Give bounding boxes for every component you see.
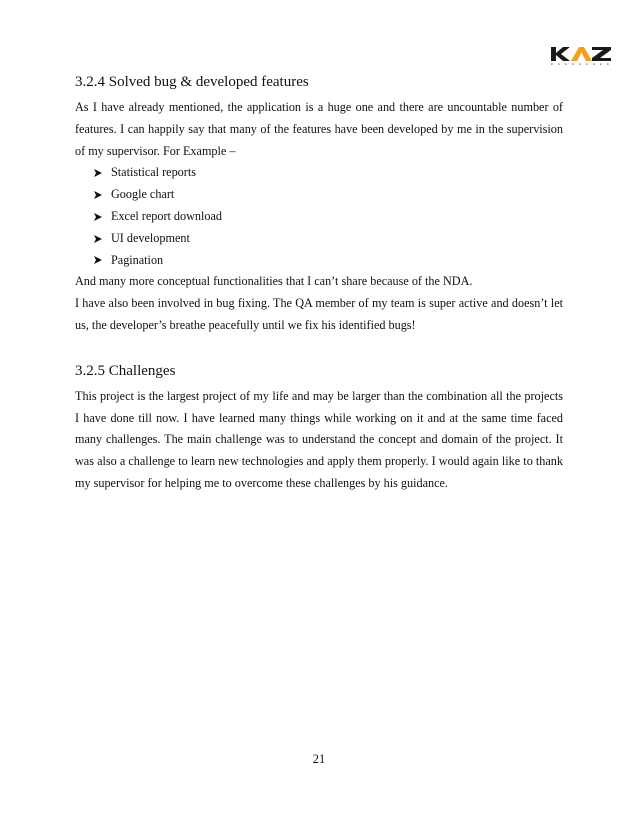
list-item [93,162,563,184]
arrow-bullet-icon [93,190,103,200]
features-list [75,162,563,271]
list-item-label: Google chart [111,187,175,202]
list-item-label: UI development [111,230,190,245]
list-item [93,228,563,250]
section-3-2-4-bugfix-paragraph: I have also been involved in bug fixing. The QA member of my team is super active and doesn’t let us, the developer’s breathe peacefully until we fix his identified bugs! [75,296,563,332]
page-number: 21 [312,752,326,766]
section-3-2-4-intro: As I have already mentioned, the application is a huge one and there are uncountable number of features. I can happily say that many of the features have been developed by me in the supervision of my supervisor. For Example – [75,100,563,158]
section-3-2-5-heading: 3.2.5 Challenges [75,362,176,379]
list-item-label: Excel report download [111,208,223,223]
arrow-bullet-icon [93,234,103,244]
section-3-2-5-body: This project is the largest project of my life and may be larger than the combination all the projects I have done till now. I have learned many things while working on it and at the same time faced many challenges. The main challenge was to understand the concept and domain of the project. It was also a challenge to learn new technologies and apply them properly. I would again like to thank my supervisor for helping me to overcome these challenges by his guidance. [75,388,563,490]
list-item [93,206,563,228]
arrow-bullet-icon [93,212,103,222]
list-item [93,184,563,206]
list-item [93,250,563,272]
kaz-logo [549,44,613,66]
section-3-2-4-heading: 3.2.4 Solved bug & developed features [75,74,309,90]
list-item-label: Statistical reports [111,165,196,180]
page-content [75,72,563,495]
list-item-label: Pagination [111,252,164,267]
section-spacer [75,337,563,361]
arrow-bullet-icon [93,255,103,265]
arrow-bullet-icon [93,168,103,178]
section-3-2-4-nda-line: And many more conceptual functionalities that I can’t share because of the NDA. [75,274,473,289]
